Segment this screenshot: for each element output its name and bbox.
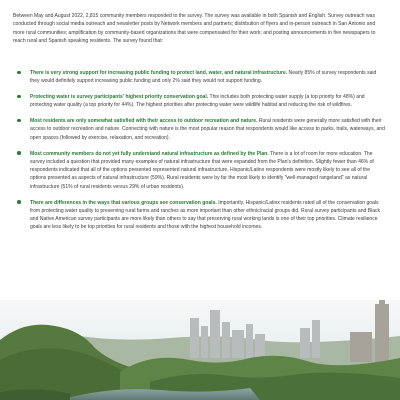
finding-item <box>30 117 386 142</box>
bullet-icon <box>17 119 21 123</box>
finding-body: Nearly 85% of survey respondents said they would definitely support increasing public funding and only 2% said they would not support funding. <box>30 70 377 85</box>
finding-item <box>30 69 386 86</box>
finding-item <box>30 199 386 232</box>
finding-body: Rural residents were generally more satisfied with their access to outdoor recreation and nature. Connecting with nature is the most popular reason that respondents would like access to parks, trails, waterways, and open spaces (followed by exercise, relaxation, and recreation). <box>30 118 385 141</box>
finding-item <box>30 150 386 191</box>
finding-body: This includes both protecting water supply (a top priority for 48%) and protecting water quality (a top priority for 44%). The highest priorities after protecting water were wildlife habitat and reducing the risk of wildfires. <box>30 94 365 109</box>
bullet-icon <box>17 95 21 99</box>
finding-lead: There is very strong support for increasing public funding to protect land, water, and natural infrastructure. <box>30 70 288 76</box>
landscape-photo <box>0 300 400 400</box>
finding-lead: Most residents are only somewhat satisfied with their access to outdoor recreation and nature. <box>30 118 258 125</box>
finding-body: Importantly, Hispanic/Latinx residents rated all of the conservation goals from protecting water quality to preserving rural farms and ranches as more important than other ethnic/racial groups did. Rural survey participants and Black and Native American survey participants are more likely than others to say that preserving rural working lands is one of their top priorities. Climate resilience goals are less likely to be top priorities for rural residents and those with the highest household incomes. <box>30 199 381 231</box>
finding-item <box>30 93 386 110</box>
bullet-icon <box>17 200 21 204</box>
finding-lead: Protecting water is survey participants' highest priority conservation goal. <box>30 94 209 101</box>
finding-body: There is a lot of room for more education. The survey included a question that provided many examples of natural infrastructure that were expanded from the Plan's definition. Slightly fewer than 46% of respondents indicated that all of the options presented represented natural infrastructure. Hispanic/Latinx respondents were mostly likely to see all of the options presented as aspects of natural infrastructure (59%). Rural residents were by far the most likely to identify "well-managed rangeland" as natural infrastructure (51% of rural residents versus 29% of urban residents). <box>30 150 374 190</box>
findings-list <box>30 69 386 239</box>
finding-lead: Most community members do not yet fully understand natural infrastructure as defined by the Plan. <box>30 150 269 157</box>
bullet-icon <box>17 71 21 75</box>
finding-lead: There are differences in the ways that various groups see conservation goals. <box>30 199 217 206</box>
intro-paragraph: Between May and August 2022, 2,815 community members responded to the survey. The survey was available in both Spanish and English. Survey outreach was conducted through social media outreach and newsletter posts by Network members and partners; distribution of flyers and in-person outreach in San Antonio and more rural communities; amplification by community-based organizations that were compensated for their work; and posting announcements in five newspapers to reach rural and Spanish speaking residents. The survey found that: <box>13 13 376 44</box>
bullet-icon <box>17 151 21 155</box>
